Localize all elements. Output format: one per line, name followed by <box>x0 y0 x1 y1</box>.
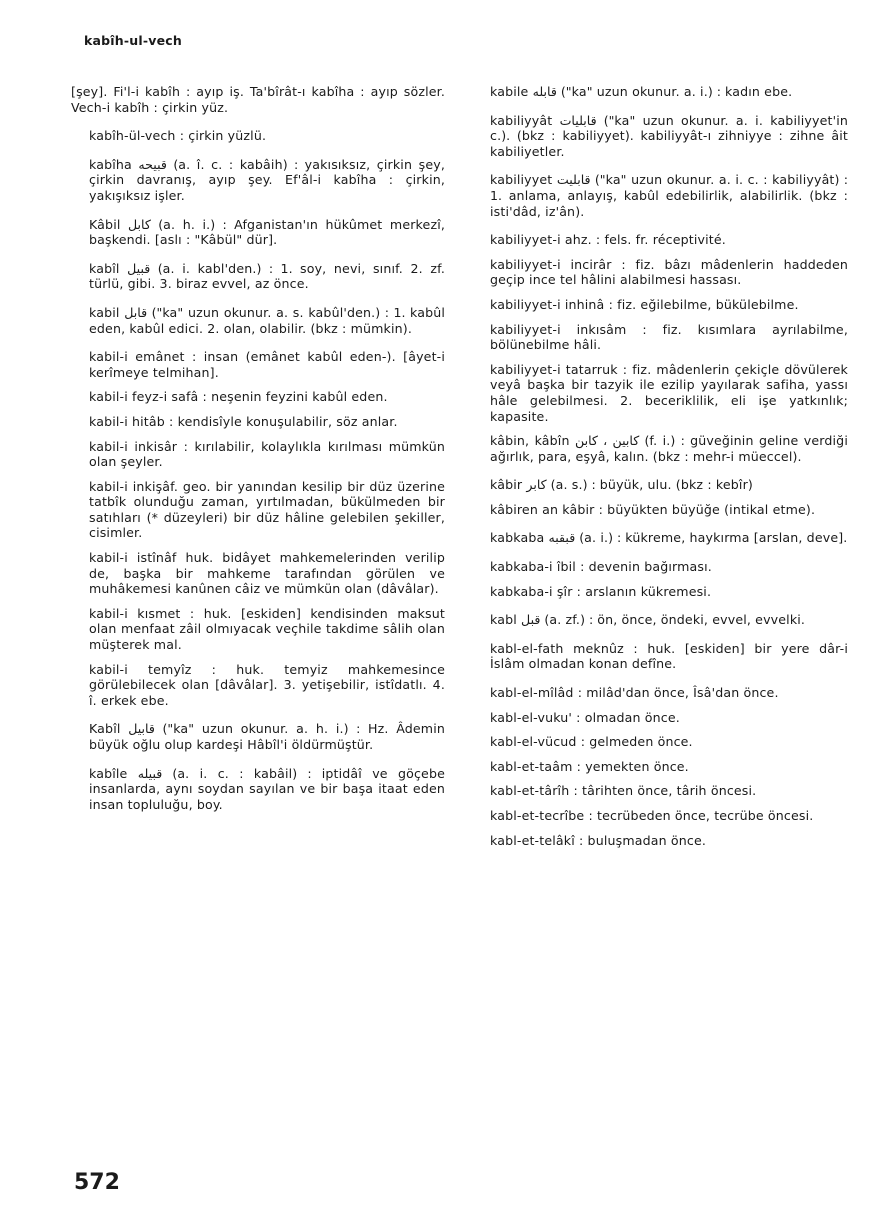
dictionary-entry: kabkaba-i îbil : devenin bağırması. <box>490 559 712 575</box>
dictionary-entry: kabl-el-vücud : gelmeden önce. <box>490 734 693 750</box>
dictionary-entry: kabîle قبيله (a. i. c. : kabâil) : iptidâî ve göçebe insanlarda, aynı soydan sayılan ve bir başa itaat eden insan topluluğu, boy. <box>89 765 445 812</box>
dictionary-entry: kabl قبل (a. zf.) : ön, önce, öndeki, evvel, evvelki. <box>490 612 806 628</box>
dictionary-entry: Kabîl قابيل ("ka" uzun okunur. a. h. i.) : Hz. Âdemin büyük oğlu olup kardeşi Hâbîl'i öldürmüştür. <box>89 721 445 752</box>
dictionary-entry: [şey]. Fi'l-i kabîh : ayıp iş. Ta'bîrât-ı kabîha : ayıp sözler. Vech-i kabîh : çirkin yüz. <box>71 84 445 115</box>
dictionary-entry: kâbiren an kâbir : büyükten büyüğe (intikal etme). <box>490 501 816 517</box>
page-number: 572 <box>74 1170 120 1195</box>
dictionary-entry: kabiliyyet-i tatarruk : fiz. mâdenlerin çekiçle dövülerek veyâ başka bir tazyik ile ezilip yayılarak safiha, yassı hâle gelebilmesi. 2. beceriklilik, eli işe yatkınlık; kapasite. <box>490 361 848 424</box>
dictionary-entry: kabiliyyet-i inhinâ : fiz. eğilebilme, bükülebilme. <box>490 296 799 312</box>
right-column <box>472 84 848 857</box>
dictionary-entry: kabl-el-vuku' : olmadan önce. <box>490 709 680 725</box>
dictionary-entry: kabîh-ül-vech : çirkin yüzlü. <box>89 128 267 144</box>
dictionary-entry: kabîha قبيحه (a. î. c. : kabâih) : yakısıksız, çirkin şey, çirkin davranış, ayıp şey. Ef'âl-i kabîha : çirkin, yakışıksız işler. <box>89 156 445 203</box>
dictionary-entry: kabil-i emânet : insan (emânet kabûl eden-). [âyet-i kerîmeye telmihan]. <box>89 349 445 380</box>
dictionary-entry: kabl-el-fath meknûz : huk. [eskiden] bir yere dâr-i İslâm olmadan konan defîne. <box>490 640 848 672</box>
dictionary-entry: kabl-et-telâkî : buluşmadan önce. <box>490 832 707 848</box>
dictionary-entry: kabil-i kısmet : huk. [eskiden] kendisinden maksut olan menfaat zâil olmıyacak veçhile takdime sâlih olan müşterek mal. <box>89 605 445 653</box>
dictionary-entry: kabl-et-taâm : yemekten önce. <box>490 758 689 774</box>
dictionary-entry: kabiliyyât قابليات ("ka" uzun okunur. a. i. kabiliyyet'in c.). (bkz : kabiliyyet). kabiliyyât-ı zihniyye : zihne âit kabiliyetler. <box>490 112 848 159</box>
dictionary-entry: kabkaba قبقبه (a. i.) : kükreme, haykırma [arslan, deve]. <box>490 530 848 546</box>
running-head: kabîh-ul-vech <box>84 33 182 48</box>
dictionary-entry: kabil قابل ("ka" uzun okunur. a. s. kabûl'den.) : 1. kabûl eden, kabûl edici. 2. olan, olabilir. (bkz : mümkin). <box>89 304 446 336</box>
dictionary-entry: kâbin, kâbîn كابين ، كابن (f. i.) : güveğinin geline verdiği ağırlık, para, eşyâ, kalın. (bkz : mehr-i müeccel). <box>490 433 848 464</box>
dictionary-entry: Kâbil كابل (a. h. i.) : Afganistan'ın hükûmet merkezî, başkendi. [aslı : "Kâbül" dür]. <box>89 216 446 248</box>
dictionary-entry: kabile قابله ("ka" uzun okunur. a. i.) : kadın ebe. <box>490 84 793 99</box>
left-column <box>71 84 445 825</box>
dictionary-entry: kabil-i temyîz : huk. temyiz mahkemesince görülebilecek olan [dâvâlar]. 3. yetişebilir, istîdatlı. 4. î. erkek ebe. <box>89 661 445 708</box>
dictionary-entry: kabil-i feyz-i safâ : neşenin feyzini kabûl eden. <box>89 389 388 405</box>
dictionary-entry: kabîl قبيل (a. i. kabl'den.) : 1. soy, nevi, sınıf. 2. zf. türlü, gibi. 3. biraz evvel, az önce. <box>89 260 446 292</box>
dictionary-entry: kabkaba-i şîr : arslanın kükremesi. <box>490 583 712 599</box>
dictionary-entry: kabil-i inkişâf. geo. bir yanından kesilip bir düz üzerine tatbîk olunduğu zaman, yırtılmadan, bükülmeden bir satıhları (* düzeyleri) bir düz hâline gelebilen şekiller, cisimler. <box>89 478 445 541</box>
dictionary-entry: kâbir كابر (a. s.) : büyük, ulu. (bkz : kebîr) <box>490 477 753 493</box>
dictionary-entry: kabl-el-mîlâd : milâd'dan önce, Îsâ'dan önce. <box>490 685 779 701</box>
dictionary-entry: kabiliyyet-i incirâr : fiz. bâzı mâdenlerin haddeden geçip ince tel hâlini alabilmesi hassası. <box>490 256 848 288</box>
dictionary-entry: kabl-et-tecrîbe : tecrübeden önce, tecrübe öncesi. <box>490 808 814 823</box>
dictionary-entry: kabil-i inkisâr : kırılabilir, kolaylıkla kırılması mümkün olan şeyler. <box>89 438 445 470</box>
dictionary-entry: kabil-i hitâb : kendisîyle konuşulabilir, söz anlar. <box>89 413 398 429</box>
dictionary-entry: kabiliyyet-i ahz. : fels. fr. réceptivité. <box>490 232 726 248</box>
dictionary-entry: kabiliyyet-i inkısâm : fiz. kısımlara ayrılabilme, bölünebilme hâli. <box>490 321 848 353</box>
dictionary-entry: kabil-i istînâf huk. bidâyet mahkemelerinden verilip de, başka bir mahkeme tarafından görülen ve muhâkemesi kanûnen câiz ve mümkün olan (dâvâlar). <box>89 550 445 597</box>
dictionary-entry: kabiliyyet قابليت ("ka" uzun okunur. a. i. c. : kabiliyyât) : 1. anlama, anlayış, kabûl edebilirlik, alabilirlik. (bkz : isti'dâd, iz'ân). <box>490 172 849 219</box>
dictionary-entry: kabl-et-târîh : târihten önce, târih öncesi. <box>490 783 757 799</box>
